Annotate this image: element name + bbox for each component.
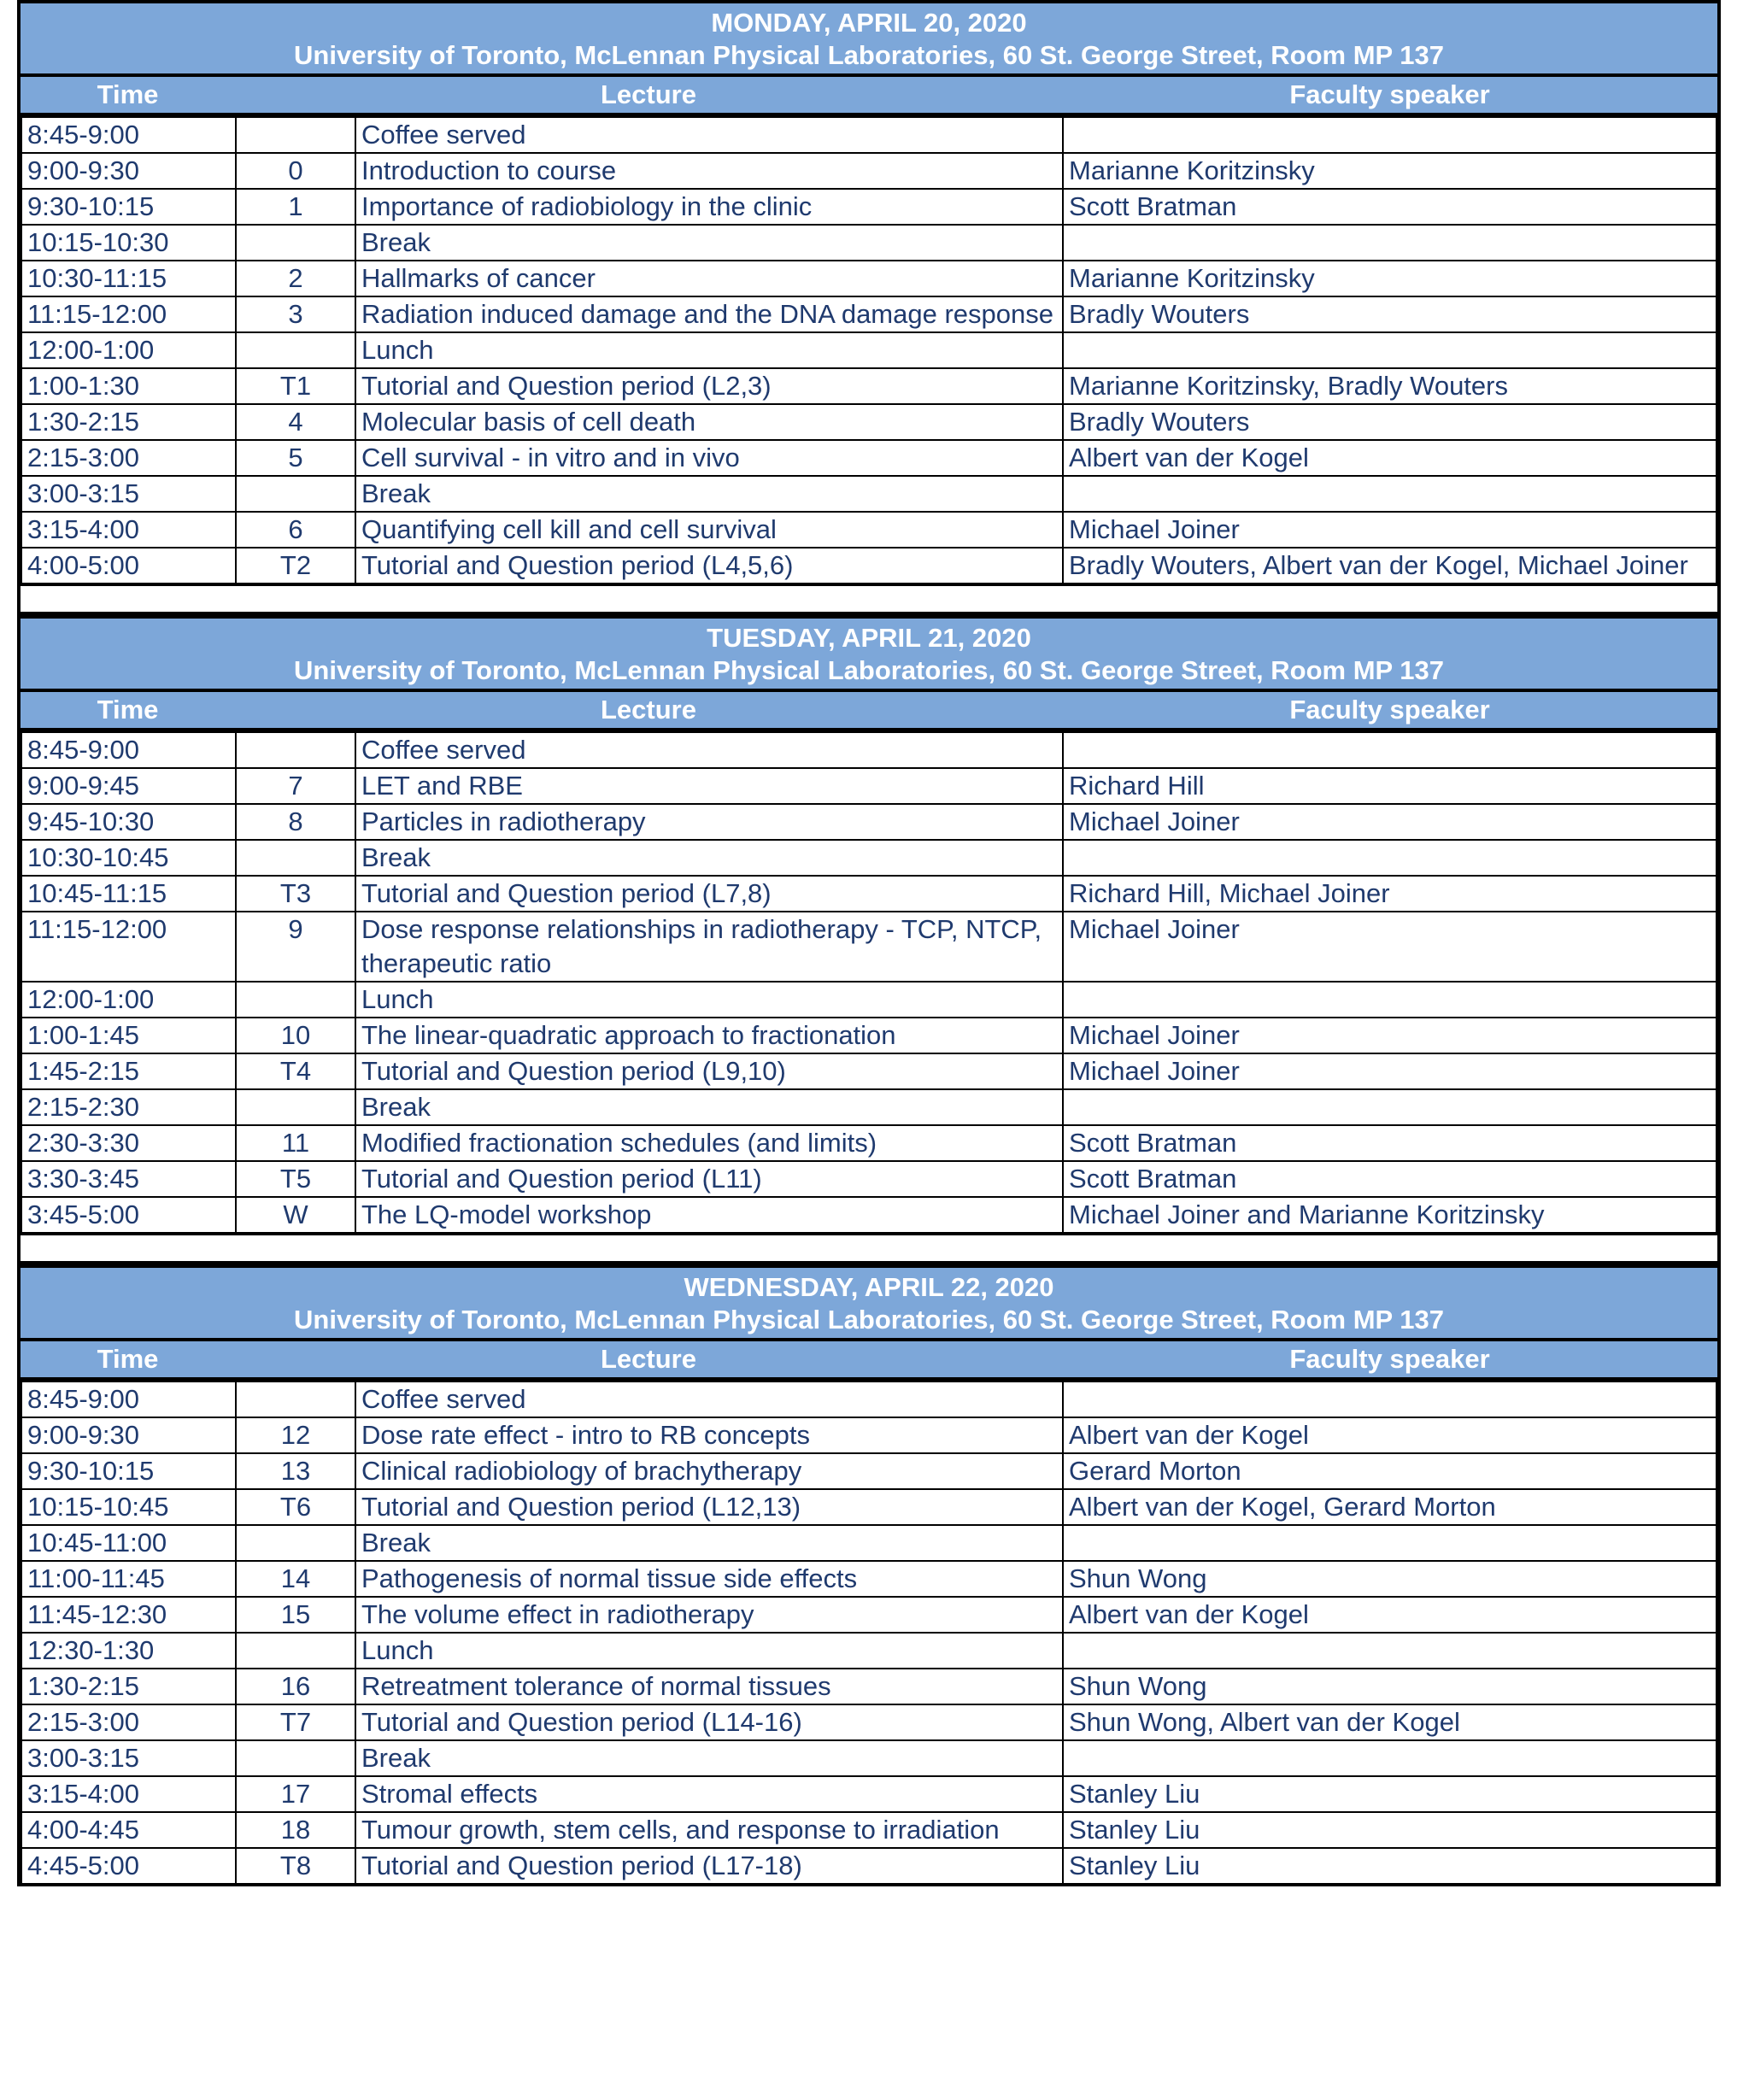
cell-lecture: Stromal effects xyxy=(355,1776,1063,1812)
cell-time: 11:00-11:45 xyxy=(21,1561,236,1597)
schedule-table xyxy=(21,116,1717,586)
cell-speaker xyxy=(1063,332,1716,368)
cell-speaker xyxy=(1063,225,1716,261)
table-row xyxy=(21,404,1716,440)
table-row xyxy=(21,117,1716,153)
cell-number: 3 xyxy=(236,296,355,332)
cell-number: 1 xyxy=(236,189,355,225)
day-header xyxy=(21,1268,1717,1341)
cell-number: 15 xyxy=(236,1597,355,1633)
cell-number xyxy=(236,840,355,876)
column-header-speaker: Faculty speaker xyxy=(1289,79,1490,109)
table-row xyxy=(21,1417,1716,1453)
table-row xyxy=(21,225,1716,261)
cell-time: 1:30-2:15 xyxy=(21,404,236,440)
cell-number: T6 xyxy=(236,1489,355,1525)
cell-speaker xyxy=(1063,732,1716,768)
cell-speaker: Michael Joiner xyxy=(1063,1053,1716,1089)
cell-number xyxy=(236,982,355,1018)
column-header-time: Time xyxy=(97,695,159,724)
cell-lecture: Lunch xyxy=(355,332,1063,368)
cell-time: 9:00-9:45 xyxy=(21,768,236,804)
cell-lecture: Cell survival - in vitro and in vivo xyxy=(355,440,1063,476)
cell-time: 3:15-4:00 xyxy=(21,512,236,548)
cell-lecture: Tutorial and Question period (L14-16) xyxy=(355,1704,1063,1740)
table-row xyxy=(21,1776,1716,1812)
cell-number: T8 xyxy=(236,1848,355,1885)
cell-lecture: Radiation induced damage and the DNA damage response xyxy=(355,296,1063,332)
cell-lecture: Importance of radiobiology in the clinic xyxy=(355,189,1063,225)
cell-number xyxy=(236,332,355,368)
cell-speaker: Marianne Koritzinsky xyxy=(1063,153,1716,189)
day-title: WEDNESDAY, APRIL 22, 2020 xyxy=(684,1272,1054,1302)
cell-number: 12 xyxy=(236,1417,355,1453)
cell-time: 11:15-12:00 xyxy=(21,296,236,332)
cell-lecture: Retreatment tolerance of normal tissues xyxy=(355,1669,1063,1704)
cell-speaker: Shun Wong, Albert van der Kogel xyxy=(1063,1704,1716,1740)
cell-lecture: Tutorial and Question period (L11) xyxy=(355,1161,1063,1197)
cell-speaker xyxy=(1063,1381,1716,1417)
cell-speaker: Shun Wong xyxy=(1063,1669,1716,1704)
cell-number: T7 xyxy=(236,1704,355,1740)
cell-speaker: Richard Hill, Michael Joiner xyxy=(1063,876,1716,912)
cell-number xyxy=(236,225,355,261)
column-header-lecture: Lecture xyxy=(601,1344,696,1374)
cell-number xyxy=(236,117,355,153)
cell-lecture: Break xyxy=(355,1525,1063,1561)
cell-lecture: Coffee served xyxy=(355,732,1063,768)
cell-speaker: Albert van der Kogel xyxy=(1063,440,1716,476)
table-row xyxy=(21,768,1716,804)
cell-number xyxy=(236,1381,355,1417)
cell-speaker: Marianne Koritzinsky, Bradly Wouters xyxy=(1063,368,1716,404)
cell-speaker: Stanley Liu xyxy=(1063,1812,1716,1848)
cell-time: 1:45-2:15 xyxy=(21,1053,236,1089)
cell-time: 10:15-10:45 xyxy=(21,1489,236,1525)
table-row xyxy=(21,440,1716,476)
cell-number: T5 xyxy=(236,1161,355,1197)
table-row xyxy=(21,1848,1716,1885)
cell-number: 13 xyxy=(236,1453,355,1489)
cell-number xyxy=(236,1525,355,1561)
cell-lecture: Tutorial and Question period (L12,13) xyxy=(355,1489,1063,1525)
column-header-row xyxy=(21,692,1717,731)
cell-lecture: Particles in radiotherapy xyxy=(355,804,1063,840)
cell-number xyxy=(236,1633,355,1669)
cell-number: 10 xyxy=(236,1018,355,1053)
cell-lecture: Lunch xyxy=(355,1633,1063,1669)
cell-speaker: Stanley Liu xyxy=(1063,1848,1716,1885)
cell-speaker: Michael Joiner and Marianne Koritzinsky xyxy=(1063,1197,1716,1234)
cell-lecture: Tutorial and Question period (L4,5,6) xyxy=(355,548,1063,584)
table-row xyxy=(21,840,1716,876)
cell-time: 12:00-1:00 xyxy=(21,332,236,368)
cell-number: T1 xyxy=(236,368,355,404)
cell-speaker: Scott Bratman xyxy=(1063,1161,1716,1197)
day-header xyxy=(21,3,1717,77)
cell-time: 12:00-1:00 xyxy=(21,982,236,1018)
day-spacer xyxy=(17,1235,1721,1264)
table-row xyxy=(21,1381,1716,1417)
cell-number: 5 xyxy=(236,440,355,476)
cell-number: 18 xyxy=(236,1812,355,1848)
cell-time: 1:00-1:30 xyxy=(21,368,236,404)
cell-speaker: Shun Wong xyxy=(1063,1561,1716,1597)
day-spacer xyxy=(17,586,1721,615)
day-section xyxy=(17,1264,1721,1886)
cell-speaker: Michael Joiner xyxy=(1063,512,1716,548)
table-row xyxy=(21,1053,1716,1089)
cell-time: 9:30-10:15 xyxy=(21,1453,236,1489)
table-row xyxy=(21,876,1716,912)
cell-lecture: Modified fractionation schedules (and limits) xyxy=(355,1125,1063,1161)
cell-number xyxy=(236,1089,355,1125)
cell-number xyxy=(236,1740,355,1776)
cell-lecture: The LQ-model workshop xyxy=(355,1197,1063,1234)
table-row xyxy=(21,1197,1716,1234)
cell-speaker: Albert van der Kogel xyxy=(1063,1597,1716,1633)
column-header-row xyxy=(21,77,1717,116)
cell-lecture: Hallmarks of cancer xyxy=(355,261,1063,296)
cell-speaker: Bradly Wouters xyxy=(1063,296,1716,332)
cell-lecture: Tutorial and Question period (L17-18) xyxy=(355,1848,1063,1885)
cell-time: 10:45-11:00 xyxy=(21,1525,236,1561)
cell-lecture: Molecular basis of cell death xyxy=(355,404,1063,440)
cell-number: 2 xyxy=(236,261,355,296)
table-row xyxy=(21,804,1716,840)
cell-lecture: Tutorial and Question period (L2,3) xyxy=(355,368,1063,404)
cell-lecture: Dose rate effect - intro to RB concepts xyxy=(355,1417,1063,1453)
table-row xyxy=(21,1633,1716,1669)
day-header xyxy=(21,619,1717,692)
column-header-speaker: Faculty speaker xyxy=(1289,1344,1490,1374)
cell-lecture: LET and RBE xyxy=(355,768,1063,804)
cell-time: 4:45-5:00 xyxy=(21,1848,236,1885)
column-header-time: Time xyxy=(97,1344,159,1374)
cell-time: 10:30-10:45 xyxy=(21,840,236,876)
table-row xyxy=(21,1597,1716,1633)
cell-number: 7 xyxy=(236,768,355,804)
cell-number: 17 xyxy=(236,1776,355,1812)
cell-number: W xyxy=(236,1197,355,1234)
table-row xyxy=(21,732,1716,768)
cell-time: 2:30-3:30 xyxy=(21,1125,236,1161)
cell-time: 9:00-9:30 xyxy=(21,1417,236,1453)
table-row xyxy=(21,296,1716,332)
cell-time: 4:00-5:00 xyxy=(21,548,236,584)
venue-line: University of Toronto, McLennan Physical Laboratories, 60 St. George Street, Room MP 137 xyxy=(294,655,1444,685)
day-section xyxy=(17,615,1721,1235)
cell-speaker: Bradly Wouters xyxy=(1063,404,1716,440)
cell-lecture: The volume effect in radiotherapy xyxy=(355,1597,1063,1633)
cell-speaker: Albert van der Kogel xyxy=(1063,1417,1716,1453)
table-row xyxy=(21,1704,1716,1740)
column-header-lecture: Lecture xyxy=(601,695,696,724)
day-title: MONDAY, APRIL 20, 2020 xyxy=(711,8,1027,38)
cell-speaker: Michael Joiner xyxy=(1063,1018,1716,1053)
cell-number: 0 xyxy=(236,153,355,189)
cell-lecture: Tutorial and Question period (L9,10) xyxy=(355,1053,1063,1089)
cell-speaker xyxy=(1063,1633,1716,1669)
cell-time: 4:00-4:45 xyxy=(21,1812,236,1848)
cell-speaker xyxy=(1063,840,1716,876)
table-row xyxy=(21,912,1716,982)
cell-number: 4 xyxy=(236,404,355,440)
venue-line: University of Toronto, McLennan Physical Laboratories, 60 St. George Street, Room MP 137 xyxy=(294,1305,1444,1334)
cell-number: 8 xyxy=(236,804,355,840)
cell-lecture: The linear-quadratic approach to fractionation xyxy=(355,1018,1063,1053)
cell-time: 11:45-12:30 xyxy=(21,1597,236,1633)
table-row xyxy=(21,1561,1716,1597)
table-row xyxy=(21,368,1716,404)
table-row xyxy=(21,1089,1716,1125)
table-row xyxy=(21,512,1716,548)
table-row xyxy=(21,1740,1716,1776)
column-header-time: Time xyxy=(97,79,159,109)
cell-time: 8:45-9:00 xyxy=(21,732,236,768)
table-row xyxy=(21,1812,1716,1848)
cell-lecture: Coffee served xyxy=(355,117,1063,153)
cell-time: 1:00-1:45 xyxy=(21,1018,236,1053)
cell-lecture: Break xyxy=(355,225,1063,261)
cell-time: 3:30-3:45 xyxy=(21,1161,236,1197)
cell-speaker xyxy=(1063,1740,1716,1776)
venue-line: University of Toronto, McLennan Physical Laboratories, 60 St. George Street, Room MP 137 xyxy=(294,40,1444,70)
day-section xyxy=(17,0,1721,586)
cell-time: 10:15-10:30 xyxy=(21,225,236,261)
cell-speaker: Scott Bratman xyxy=(1063,1125,1716,1161)
table-row xyxy=(21,1125,1716,1161)
cell-lecture: Clinical radiobiology of brachytherapy xyxy=(355,1453,1063,1489)
cell-time: 2:15-2:30 xyxy=(21,1089,236,1125)
table-row xyxy=(21,332,1716,368)
cell-speaker: Marianne Koritzinsky xyxy=(1063,261,1716,296)
cell-speaker: Bradly Wouters, Albert van der Kogel, Michael Joiner xyxy=(1063,548,1716,584)
cell-lecture: Pathogenesis of normal tissue side effects xyxy=(355,1561,1063,1597)
cell-speaker: Albert van der Kogel, Gerard Morton xyxy=(1063,1489,1716,1525)
cell-number: T3 xyxy=(236,876,355,912)
cell-lecture: Dose response relationships in radiotherapy - TCP, NTCP, therapeutic ratio xyxy=(355,912,1063,982)
cell-number: 11 xyxy=(236,1125,355,1161)
cell-speaker: Scott Bratman xyxy=(1063,189,1716,225)
cell-number: T4 xyxy=(236,1053,355,1089)
table-row xyxy=(21,1669,1716,1704)
cell-speaker: Michael Joiner xyxy=(1063,804,1716,840)
cell-lecture: Quantifying cell kill and cell survival xyxy=(355,512,1063,548)
cell-time: 11:15-12:00 xyxy=(21,912,236,982)
cell-speaker: Michael Joiner xyxy=(1063,912,1716,982)
column-header-row xyxy=(21,1341,1717,1381)
cell-number: 9 xyxy=(236,912,355,982)
table-row xyxy=(21,982,1716,1018)
cell-time: 12:30-1:30 xyxy=(21,1633,236,1669)
cell-time: 3:00-3:15 xyxy=(21,476,236,512)
column-header-lecture: Lecture xyxy=(601,79,696,109)
cell-time: 9:30-10:15 xyxy=(21,189,236,225)
cell-time: 10:30-11:15 xyxy=(21,261,236,296)
schedule-table xyxy=(21,1381,1717,1886)
table-row xyxy=(21,189,1716,225)
schedule-table xyxy=(21,731,1717,1235)
cell-lecture: Break xyxy=(355,1089,1063,1125)
cell-number xyxy=(236,476,355,512)
cell-lecture: Tutorial and Question period (L7,8) xyxy=(355,876,1063,912)
cell-time: 9:45-10:30 xyxy=(21,804,236,840)
cell-speaker xyxy=(1063,476,1716,512)
cell-speaker xyxy=(1063,1089,1716,1125)
column-header-speaker: Faculty speaker xyxy=(1289,695,1490,724)
cell-lecture: Coffee served xyxy=(355,1381,1063,1417)
cell-speaker xyxy=(1063,117,1716,153)
cell-time: 2:15-3:00 xyxy=(21,1704,236,1740)
table-row xyxy=(21,1453,1716,1489)
table-row xyxy=(21,1525,1716,1561)
cell-number: 16 xyxy=(236,1669,355,1704)
cell-number: T2 xyxy=(236,548,355,584)
table-row xyxy=(21,261,1716,296)
cell-lecture: Break xyxy=(355,1740,1063,1776)
cell-speaker xyxy=(1063,982,1716,1018)
cell-time: 1:30-2:15 xyxy=(21,1669,236,1704)
table-row xyxy=(21,1018,1716,1053)
cell-speaker: Stanley Liu xyxy=(1063,1776,1716,1812)
cell-time: 8:45-9:00 xyxy=(21,117,236,153)
table-row xyxy=(21,153,1716,189)
day-title: TUESDAY, APRIL 21, 2020 xyxy=(707,623,1031,653)
cell-lecture: Break xyxy=(355,840,1063,876)
cell-number xyxy=(236,732,355,768)
cell-speaker xyxy=(1063,1525,1716,1561)
cell-speaker: Richard Hill xyxy=(1063,768,1716,804)
cell-time: 2:15-3:00 xyxy=(21,440,236,476)
cell-number: 14 xyxy=(236,1561,355,1597)
cell-lecture: Tumour growth, stem cells, and response to irradiation xyxy=(355,1812,1063,1848)
table-row xyxy=(21,548,1716,584)
table-row xyxy=(21,1489,1716,1525)
table-row xyxy=(21,476,1716,512)
cell-lecture: Lunch xyxy=(355,982,1063,1018)
cell-lecture: Introduction to course xyxy=(355,153,1063,189)
cell-lecture: Break xyxy=(355,476,1063,512)
cell-time: 9:00-9:30 xyxy=(21,153,236,189)
cell-time: 3:45-5:00 xyxy=(21,1197,236,1234)
cell-time: 3:00-3:15 xyxy=(21,1740,236,1776)
table-row xyxy=(21,1161,1716,1197)
cell-time: 10:45-11:15 xyxy=(21,876,236,912)
cell-number: 6 xyxy=(236,512,355,548)
cell-speaker: Gerard Morton xyxy=(1063,1453,1716,1489)
cell-time: 8:45-9:00 xyxy=(21,1381,236,1417)
schedule-sheet xyxy=(17,0,1721,1886)
cell-time: 3:15-4:00 xyxy=(21,1776,236,1812)
